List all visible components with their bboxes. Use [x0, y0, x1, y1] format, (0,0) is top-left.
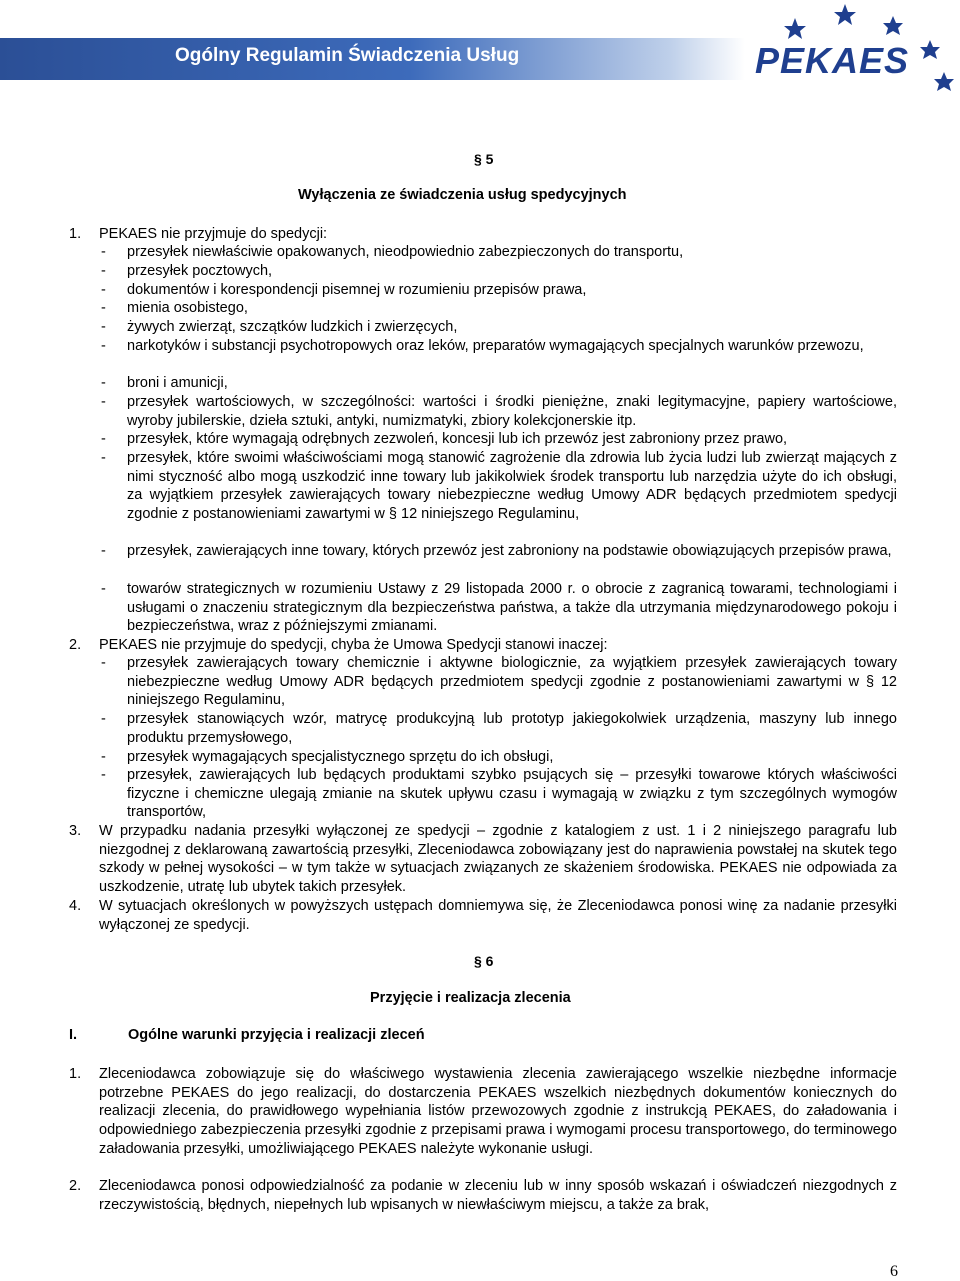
bullet-dash: -	[101, 431, 106, 447]
p2-number: 2.	[69, 637, 82, 653]
bullet-dash: -	[101, 244, 106, 260]
section-6-number: § 6	[474, 953, 494, 969]
list-item: przesyłek zawierających towary chemicznie i aktywne biologicznie, za wyjątkiem przesyłek zawierających towary niebezpieczne według Umowy ADR będących przedmiotem spedycji zgodnie z postanowieniami zawartymi w § 12 niniejszego Regulaminu,	[127, 655, 897, 709]
p2-intro: PEKAES nie przyjmuje do spedycji, chyba że Umowa Spedycji stanowi inaczej:	[99, 637, 608, 653]
p1-intro: PEKAES nie przyjmuje do spedycji:	[99, 226, 328, 242]
list-item: narkotyków i substancji psychotropowych oraz leków, preparatów wymagających specjalnych warunków przewozu,	[127, 338, 864, 354]
section-5-number: § 5	[474, 151, 494, 167]
subsection-number: I.	[69, 1027, 78, 1043]
p4-text: W sytuacjach określonych w powyższych ustępach domniemywa się, że Zleceniodawca ponosi winę za nadanie przesyłki wyłączonej ze spedycji.	[99, 898, 897, 933]
list-item: dokumentów i korespondencji pisemnej w rozumieniu przepisów prawa,	[127, 282, 587, 298]
bullet-dash: -	[101, 338, 106, 354]
p3-number: 3.	[69, 823, 82, 839]
bullet-dash: -	[101, 711, 106, 727]
page-header	[0, 0, 960, 108]
page-number: 6	[890, 1263, 898, 1280]
bullet-dash: -	[101, 450, 106, 466]
list-item: przesyłek wartościowych, w szczególności: wartości i środki pieniężne, znaki legitymacyjne, papiery wartościowe, wyroby jubilerskie, dzieła sztuki, antyki, numizmatyki, zbiory kolekcjonerskie itp.	[127, 394, 897, 429]
header-title: Ogólny Regulamin Świadczenia Usług	[175, 45, 520, 66]
list-item: mienia osobistego,	[127, 300, 248, 316]
list-item: towarów strategicznych w rozumieniu Ustawy z 29 listopada 2000 r. o obrocie z zagranicą towarami, technologiami i usługami o znaczeniu strategicznym dla bezpieczeństwa państwa, a także dla utrzymania międzynarodowego pokoju i bezpieczeństwa, wraz z późniejszymi zmianami.	[127, 581, 897, 635]
list-item: przesyłek, które wymagają odrębnych zezwoleń, koncesji lub ich przewóz jest zabroniony przez prawo,	[127, 431, 788, 447]
list-item: przesyłek pocztowych,	[127, 263, 273, 279]
section-5-title: Wyłączenia ze świadczenia usług spedycyjnych	[298, 187, 627, 203]
bullet-dash: -	[101, 300, 106, 316]
s6-p1-text: Zleceniodawca zobowiązuje się do właściwego wystawienia zlecenia zawierającego wszelkie niezbędne informacje potrzebne PEKAES do jego realizacji, do dostarczenia PEKAES wszelkich niezbędnych dokumentów koniecznych do realizacji zlecenia, do prawidłowego wypełniania listów przewozowych zgodnie z instrukcją PEKAES, do załadowania i odpowiedniego zabezpieczenia przesyłki zgodnie z przepisami prawa i wymogami procesu transportowego, do terminowego załadowania przesyłki, umożliwiającego PEKAES należyte wykonanie usługi.	[99, 1066, 897, 1157]
bullet-dash: -	[101, 767, 106, 783]
p1-number: 1.	[69, 226, 82, 242]
list-item: przesyłek niewłaściwie opakowanych, nieodpowiednio zabezpieczonych do transportu,	[127, 244, 684, 260]
p4-number: 4.	[69, 898, 82, 914]
list-item: przesyłek stanowiących wzór, matrycę produkcyjną lub prototyp jakiegokolwiek urządzenia, maszyny lub innego produktu przemysłowego,	[127, 711, 897, 746]
list-item: broni i amunicji,	[127, 375, 228, 391]
bullet-dash: -	[101, 749, 106, 765]
s6-p2-text: Zleceniodawca ponosi odpowiedzialność za podanie w zleceniu lub w inny sposób wskazań i oświadczeń niezgodnych z rzeczywistością, błędnych, niepełnych lub wpisanych w niewłaściwym miejscu, a także za brak,	[99, 1178, 897, 1213]
bullet-dash: -	[101, 319, 106, 335]
bullet-dash: -	[101, 581, 106, 597]
list-item: przesyłek, które swoimi właściwościami mogą stanowić zagrożenie dla zdrowia lub życia ludzi lub zwierząt mających z nimi styczność albo mogą uszkodzić inne towary lub jakikolwiek środek transportu lub narzędzia użyte do ich obsługi, za wyjątkiem przesyłek zawierających towary niebezpieczne według Umowy ADR będących przedmiotem spedycji zgodnie z postanowieniami zawartymi w § 12 niniejszego Regulaminu,	[127, 450, 897, 523]
bullet-dash: -	[101, 375, 106, 391]
p3-text: W przypadku nadania przesyłki wyłączonej ze spedycji – zgodnie z katalogiem z ust. 1 i 2 niniejszego paragrafu lub niezgodnej z deklarowaną zawartością przesyłki, Zleceniodawca zobowiązany jest do naprawienia powstałej na skutek tego szkody w pełnej wysokości – w tym także w sytuacjach związanych ze skażeniem środowiska. PEKAES nie odpowiada za uszkodzenie, utratę lub ubytek takich przesyłek.	[99, 823, 897, 896]
list-item: przesyłek wymagających specjalistycznego sprzętu do ich obsługi,	[127, 749, 554, 765]
s6-p1-number: 1.	[69, 1066, 82, 1082]
list-item: przesyłek, zawierających inne towary, których przewóz jest zabroniony na podstawie obowiązujących przepisów prawa,	[127, 543, 892, 559]
s6-p2-number: 2.	[69, 1178, 82, 1194]
bullet-dash: -	[101, 282, 106, 298]
section-6-title: Przyjęcie i realizacja zlecenia	[370, 990, 571, 1006]
bullet-dash: -	[101, 543, 106, 559]
list-item: przesyłek, zawierających lub będących produktami szybko psujących się – przesyłki towarowe których właściwości fizyczne i chemiczne ulegają zmianie na skutek upływu czasu i wymagają w związku z tym szczególnych wymogów transportów,	[127, 767, 897, 821]
bullet-dash: -	[101, 655, 106, 671]
subsection-title: Ogólne warunki przyjęcia i realizacji zleceń	[128, 1027, 425, 1043]
bullet-dash: -	[101, 263, 106, 279]
bullet-dash: -	[101, 394, 106, 410]
list-item: żywych zwierząt, szczątków ludzkich i zwierzęcych,	[127, 319, 458, 335]
company-logo: PEKAES	[755, 40, 910, 81]
